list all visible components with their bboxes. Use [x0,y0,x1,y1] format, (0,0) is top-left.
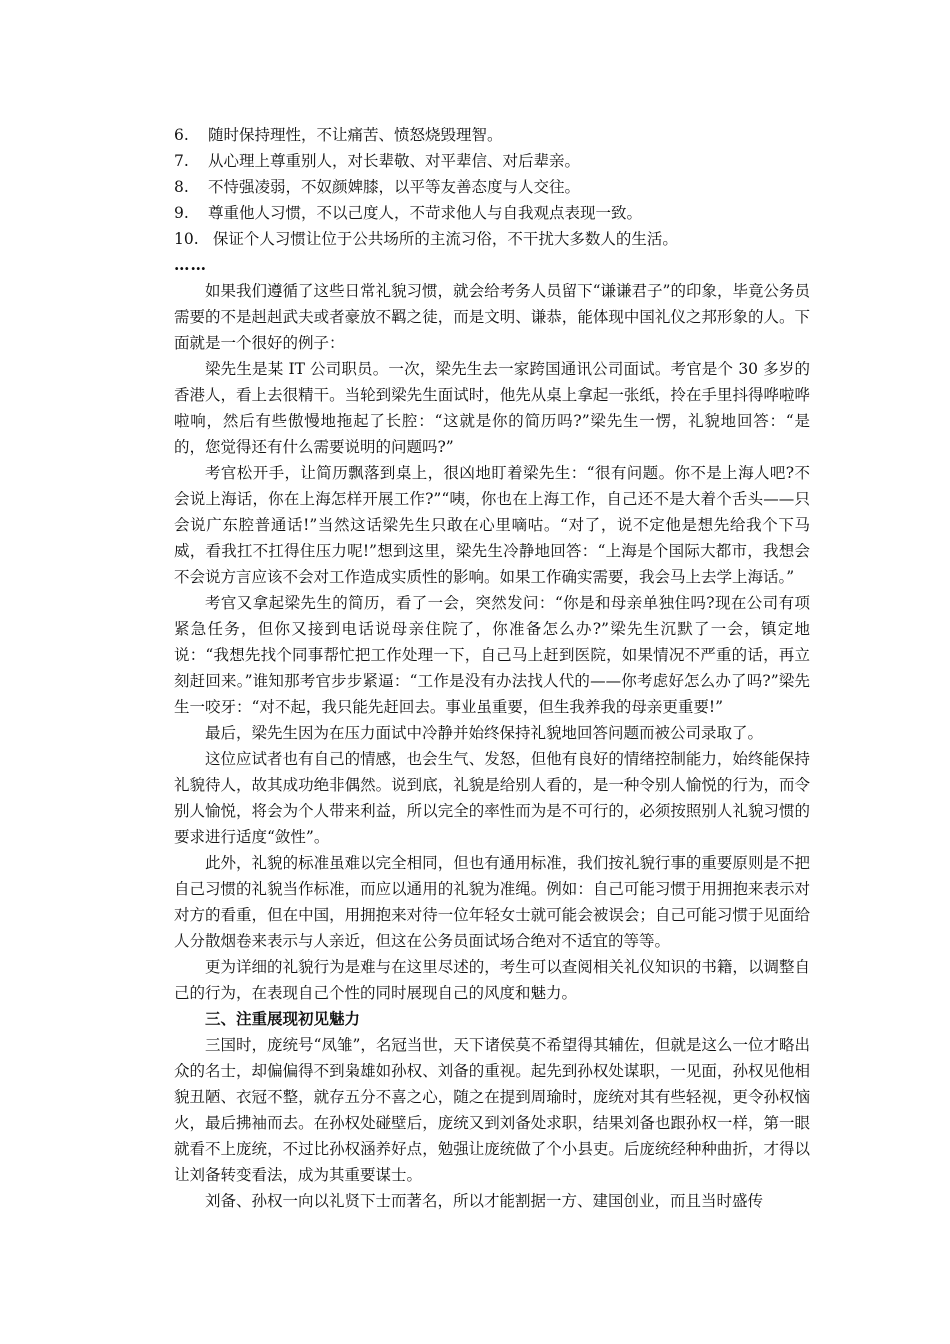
list-text: 从心理上尊重别人，对长辈敬、对平辈信、对后辈亲。 [208,152,581,170]
paragraph: 这位应试者也有自己的情感，也会生气、发怒，但他有良好的情绪控制能力，始终能保持礼貌待人，故其成功绝非偶然。说到底，礼貌是给别人看的，是一种令别人愉悦的行为，而令别人愉悦，将会为个人带来利益，所以完全的率性而为是不可行的，必须按照别人礼貌习惯的要求进行适度“敛性”。 [174,750,810,846]
paragraph: 考官松开手，让简历飘落到桌上，很凶地盯着梁先生：“很有问题。你不是上海人吧?不会说上海话，你在上海怎样开展工作?”“咦，你也在上海工作，自己还不是大着个舌头——只会说广东腔普通话!”当然这话梁先生只敢在心里嘀咕。“对了，说不定他是想先给我个下马威，看我扛不扛得住压力呢!”想到这里，梁先生冷静地回答：“上海是个国际大都市，我想会不会说方言应该不会对工作造成实质性的影响。如果工作确实需要，我会马上去学上海话。” [174,464,810,586]
list-number: 9. [174,204,189,222]
section-heading: 三、注重展现初见魅力 [205,1010,361,1028]
paragraph: 刘备、孙权一向以礼贤下士而著名，所以才能割据一方、建国创业，而且当时盛传 [205,1192,764,1210]
list-number: 7. [174,152,189,170]
list-text: 尊重他人习惯，不以己度人，不苛求他人与自我观点表现一致。 [208,204,643,222]
list-text: 不恃强凌弱，不奴颜婢膝，以平等友善态度与人交往。 [208,178,581,196]
list-item [174,148,810,174]
list-text: 保证个人习惯让位于公共场所的主流习俗，不干扰大多数人的生活。 [208,230,678,248]
list-item [174,174,810,200]
paragraph: 考官又拿起梁先生的简历，看了一会，突然发问：“你是和母亲单独住吗?现在公司有项紧急任务，但你又接到电话说母亲住院了，你准备怎么办?”梁先生沉默了一会，镇定地说：“我想先找个同事帮忙把工作处理一下，自己马上赶到医院，如果情况不严重的话，再立刻赶回来。”谁知那考官步步紧逼：“工作是没有办法找人代的——你考虑好怎么办了吗?”梁先生一咬牙：“对不起，我只能先赶回去。事业虽重要，但生我养我的母亲更重要!” [174,594,810,716]
list-number: 8. [174,178,189,196]
paragraph: 梁先生是某 IT 公司职员。一次，梁先生去一家跨国通讯公司面试。考官是个 30 多岁的香港人，看上去很精干。当轮到梁先生面试时，他先从桌上拿起一张纸，拎在手里抖得哗啦哗啦响，然后有些傲慢地拖起了长腔：“这就是你的简历吗?”梁先生一愣，礼貌地回答：“是的，您觉得还有什么需要说明的问题吗?” [174,360,810,456]
list-item [174,226,810,252]
paragraph: 更为详细的礼貌行为是难与在这里尽述的，考生可以查阅相关礼仪知识的书籍，以调整自己的行为，在表现自己个性的同时展现自己的风度和魅力。 [174,958,810,1002]
list-item [174,122,810,148]
paragraph: 如果我们遵循了这些日常礼貌习惯，就会给考务人员留下“谦谦君子”的印象，毕竟公务员需要的不是赳赳武夫或者豪放不羁之徒，而是文明、谦恭，能体现中国礼仪之邦形象的人。下面就是一个很好的例子： [174,282,810,352]
paragraph: 此外，礼貌的标准虽难以完全相同，但也有通用标准，我们按礼貌行事的重要原则是不把自己习惯的礼貌当作标准，而应以通用的礼貌为准绳。例如：自己可能习惯于用拥抱来表示对对方的看重，但在中国，用拥抱来对待一位年轻女士就可能会被误会；自己可能习惯于见面给人分散烟卷来表示与人亲近，但这在公务员面试场合绝对不适宜的等等。 [174,854,810,950]
list-item [174,200,810,226]
paragraph: 最后，梁先生因为在压力面试中冷静并始终保持礼貌地回答问题而被公司录取了。 [205,724,764,742]
etiquette-list [174,122,810,252]
paragraph: 三国时，庞统号“凤雏”，名冠当世，天下诸侯莫不希望得其辅佐，但就是这么一位才略出众的名士，却偏偏得不到枭雄如孙权、刘备的重视。起先到孙权处谋职，一见面，孙权见他相貌丑陋、衣冠不整，就存五分不喜之心，随之在提到周瑜时，庞统对其有些轻视，更令孙权恼火，最后拂袖而去。在孙权处碰壁后，庞统又到刘备处求职，结果刘备也跟孙权一样，第一眼就看不上庞统，不过比孙权涵养好点，勉强让庞统做了个小县吏。后庞统经种种曲折，才得以让刘备转变看法，成为其重要谋士。 [174,1036,810,1184]
list-number: 6. [174,126,189,144]
list-ellipsis: …… [174,255,207,274]
list-number: 10. [174,230,199,248]
document-page [174,122,810,1214]
list-text: 随时保持理性，不让痛苦、愤怒烧毁理智。 [208,126,503,144]
